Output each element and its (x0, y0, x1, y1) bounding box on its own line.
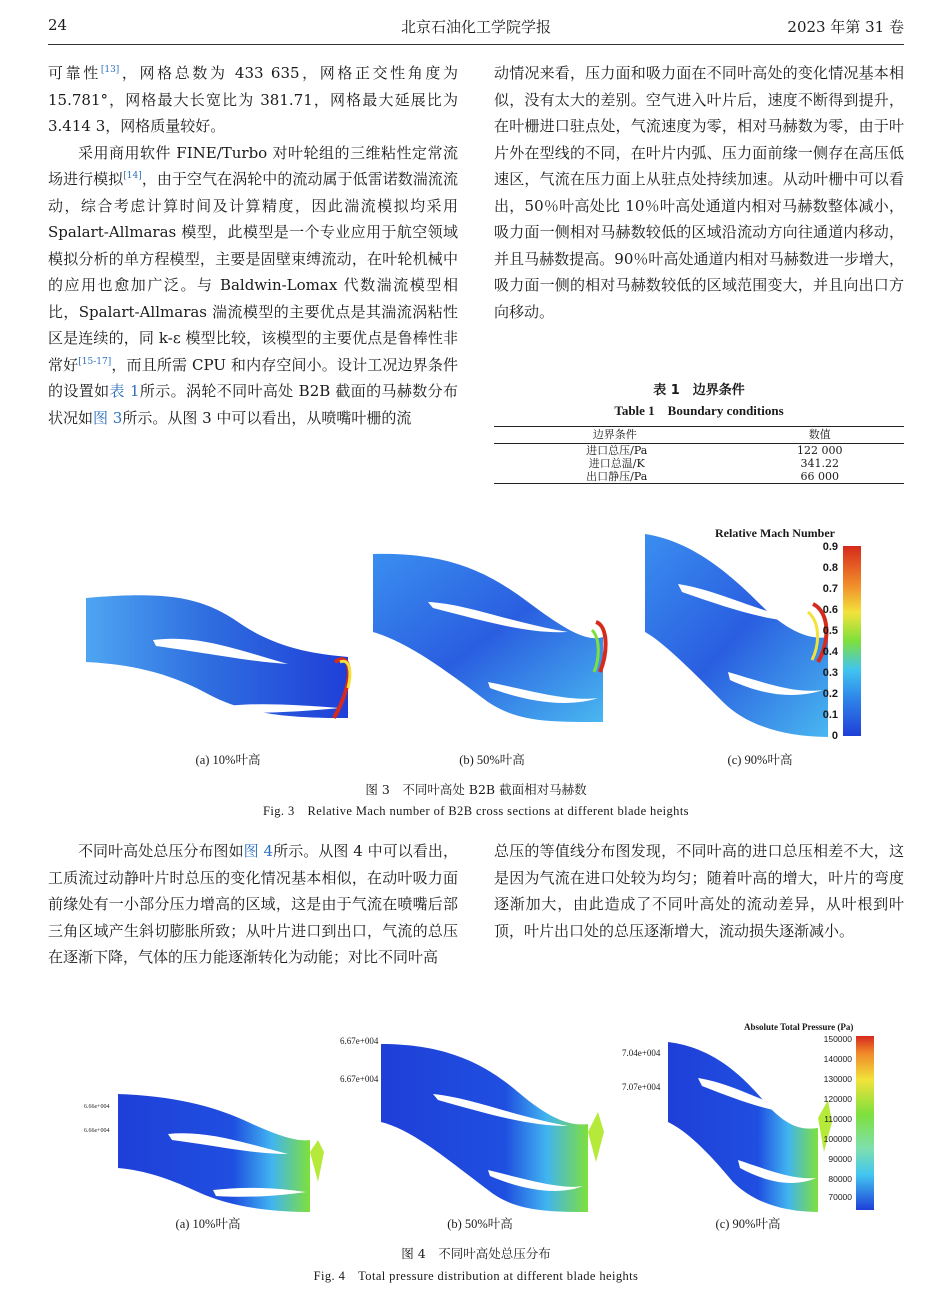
text-run: 所示。涡轮不同叶高处 B2B 截面的马赫数分布状况如 (48, 382, 458, 427)
pressure-panel-10 (118, 1094, 324, 1212)
contour-annotation: 6.67e+004 (340, 1036, 379, 1046)
boundary-table (494, 426, 904, 484)
legend-tick: 90000 (828, 1154, 852, 1164)
table-header: 数值 (735, 427, 904, 444)
legend-tick: 70000 (828, 1192, 852, 1202)
legend-tick: 150000 (823, 1034, 852, 1044)
subfigure-label: (c) 90%叶高 (715, 1217, 781, 1231)
legend-tick: 80000 (828, 1174, 852, 1184)
figure-caption-zh: 图 4 不同叶高处总压分布 (401, 1246, 551, 1261)
contour-annotation: 6.66e+004 (84, 1128, 110, 1134)
left-column-bottom (48, 838, 458, 971)
legend-tick: 0.1 (822, 709, 838, 721)
subfigure-label: (b) 50%叶高 (447, 1217, 513, 1231)
page-number: 24 (48, 16, 68, 34)
subfigure-label: (a) 10%叶高 (195, 753, 261, 767)
figure-3-graphic (48, 522, 904, 822)
paragraph: 动情况来看，压力面和吸力面在不同叶高处的变化情况基本相似，没有太大的差别。空气进入叶片后，速度不断得到提升，在叶栅进口驻点处，气流速度为零，相对马赫数为零，由于叶片外在型线的不同，在叶片内弧、压力面前缘一侧存在高压低速区，气流在压力面上从驻点处持续加速。从动叶栅中可以看出，50％叶高处比 10％叶高处通道内相对马赫数整体减小，吸力面一侧相对马赫数较低的区域沿流动方向往通道内移动，并且马赫数提高。90％叶高处通道内相对马赫数进一步增大，吸力面一侧的相对马赫数较低的区域范围变大，并且向出口方向移动。 (494, 64, 904, 321)
left-column (48, 60, 458, 431)
table-cell: 122 000 (796, 444, 843, 457)
paragraph (48, 60, 458, 140)
citation-link[interactable]: [14] (123, 171, 142, 181)
figure-link[interactable]: 图 4 (243, 842, 274, 860)
legend-tick: 130000 (823, 1074, 852, 1084)
table-header: 边界条件 (494, 427, 735, 444)
table-cell: 341.22 (800, 457, 839, 470)
citation-link[interactable]: [13] (100, 65, 120, 75)
text-run: 所示。从图 3 中可以看出，从喷嘴叶栅的流 (122, 408, 412, 427)
subfigure-label: (b) 50%叶高 (459, 753, 525, 767)
paragraph (48, 140, 458, 432)
figure-4 (48, 1012, 904, 1302)
text-run: ，由于空气在涡轮中的流动属于低雷诺数湍流流动，综合考虑计算时间及计算精度，因此湍流模拟均采用 Spalart-Allmaras 模型，此模型是一个专业应用于航空领域模拟分析的单方程模型，主要是固壁束缚流动，在叶轮机械中的应用也愈加广泛。与 Baldwin-Lomax 代数湍流模型相比，Spalart-Allmaras 湍流模型的主要优点是其湍流涡粘性区是连续的，同 k-ε 模型比较，该模型的主要优点是鲁棒性非常好 (48, 170, 458, 374)
table-caption-zh: 表 1 边界条件 (653, 383, 745, 398)
journal-title: 北京石油化工学院学报 (400, 18, 551, 36)
legend-title: Absolute Total Pressure (Pa) (744, 1022, 854, 1032)
subfigure-label: (c) 90%叶高 (727, 753, 793, 767)
table-link[interactable]: 表 1 (109, 382, 140, 400)
table-cell: 进口总压/Pa (586, 444, 648, 457)
table-cell: 出口静压/Pa (586, 470, 648, 483)
citation-link[interactable]: [15-17] (78, 356, 112, 367)
table-header-row (494, 427, 904, 444)
table-1 (494, 380, 904, 484)
legend-tick: 0.3 (822, 667, 838, 679)
table-cell: 进口总温/K (588, 457, 645, 470)
contour-annotation: 7.07e+004 (622, 1082, 661, 1092)
subfigure-label: (a) 10%叶高 (175, 1217, 241, 1231)
mach-panel-10 (86, 595, 350, 718)
legend-tick: 0.5 (822, 625, 838, 637)
mach-panel-50 (373, 554, 606, 722)
table-row (494, 457, 904, 470)
header-rule (48, 44, 904, 45)
pressure-panel-50 (381, 1044, 604, 1212)
table-row (494, 470, 904, 484)
figure-caption-zh: 图 3 不同叶高处 B2B 截面相对马赫数 (365, 782, 587, 797)
figure-link[interactable]: 图 3 (93, 408, 123, 427)
legend-title: Relative Mach Number (715, 526, 835, 540)
paragraph: 总压的等值线分布图发现，不同叶高的进口总压相差不大，这是因为气流在进口处较为均匀；随着叶高的增大，叶片的弯度逐渐加大，由此造成了不同叶高处的流动差异，从叶根到叶顶，叶片出口处的总压逐渐增大，流动损失逐渐减小。 (494, 842, 904, 940)
legend-tick: 0.6 (822, 604, 838, 616)
text-run: 采用商用软件 FINE/Turbo 对叶轮组的三维粘性定常流场进行模拟 (48, 143, 458, 188)
legend-tick: 100000 (823, 1134, 852, 1144)
legend-tick: 0.2 (822, 688, 838, 700)
figure-caption-en: Fig. 3 Relative Mach number of B2B cross sections at different blade heights (263, 804, 689, 818)
right-column (494, 60, 904, 325)
page-header (48, 14, 904, 40)
legend-tick: 0.9 (822, 541, 838, 553)
legend-tick: 0 (831, 730, 838, 742)
figure-3 (48, 522, 904, 822)
legend-tick: 110000 (824, 1114, 852, 1124)
legend-tick: 0.7 (822, 583, 838, 595)
text-run: 可靠性 (48, 64, 101, 82)
pressure-color-bar (856, 1036, 874, 1210)
legend-tick: 120000 (823, 1094, 852, 1104)
text-run: 所示。从图 4 中可以看出，工质流过动静叶片时总压的变化情况基本相似，在动叶吸力面前缘处有一小部分压力增高的区域，这是由于气流在喷嘴后部三角区域产生斜切膨胀所致；从叶片进口到出口，气流的总压在逐渐下降，气体的压力能逐渐转化为动能；对比不同叶高 (48, 842, 458, 966)
pressure-panel-90 (668, 1042, 832, 1212)
paragraph (48, 838, 458, 971)
text-run: 不同叶高处总压分布图如 (78, 842, 244, 860)
contour-annotation: 7.04e+004 (622, 1048, 661, 1058)
text-run: ，网格总数为 433 635，网格正交性角度为 15.781°，网格最大长宽比为 381.71，网格最大延展比为 3.414 3，网格质量较好。 (48, 64, 458, 135)
legend-tick: 0.4 (822, 646, 838, 658)
issue-label: 2023 年第 31 卷 (787, 18, 904, 36)
text-run: ，而且所需 CPU 和内存空间小。设计工况边界条件的设置如 (48, 355, 458, 400)
mach-color-bar (843, 546, 861, 736)
right-column-bottom (494, 838, 904, 944)
figure-caption-en: Fig. 4 Total pressure distribution at different blade heights (313, 1269, 639, 1283)
table-caption-en: Table 1 Boundary conditions (614, 403, 784, 418)
contour-annotation: 6.66e+004 (84, 1104, 110, 1110)
table-cell: 66 000 (800, 470, 839, 483)
legend-tick: 0.8 (822, 562, 838, 574)
contour-annotation: 6.67e+004 (340, 1074, 379, 1084)
table-row (494, 444, 904, 458)
legend-tick: 140000 (823, 1054, 852, 1064)
